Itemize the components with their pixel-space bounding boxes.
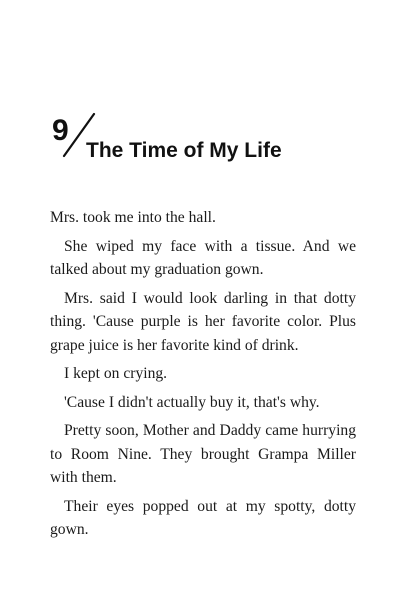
paragraph: 'Cause I didn't actually buy it, that's why. [64,393,320,411]
chapter-title: The Time of My Life [86,139,282,162]
paragraph: Mrs. said I would look darling in that dotty thing. 'Cause purple is her favorite color. Plus grape juice is her favorite kind of drink. [50,289,356,354]
chapter-number: 9 [52,114,69,147]
paragraph: She wiped my face with a tissue. And we talked about my graduation gown. [50,237,356,278]
paragraph: Mrs. took me into the hall. [50,209,216,226]
chapter-body [50,206,356,547]
paragraph: Pretty soon, Mother and Daddy came hurrying to Room Nine. They brought Grampa Miller with them. [50,422,356,486]
paragraph: Their eyes popped out at my spotty, dotty gown. [50,497,356,538]
paragraph: I kept on crying. [64,365,168,382]
chapter-heading [52,112,352,172]
